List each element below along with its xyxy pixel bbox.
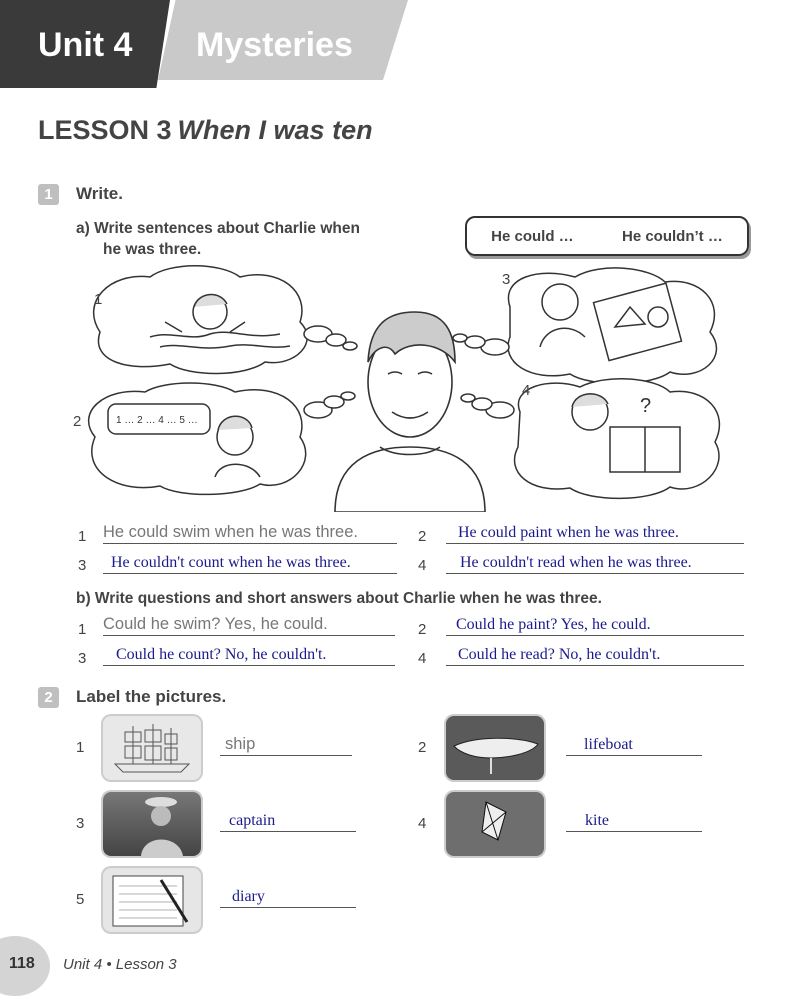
ship-picture	[103, 716, 201, 780]
part-a-answer-4: He couldn't read when he was three.	[460, 554, 692, 571]
kite-picture	[446, 792, 544, 856]
part-b-line-1[interactable]	[103, 615, 395, 636]
picture-number-4: 4	[522, 382, 531, 399]
part-a-line-1[interactable]	[103, 523, 397, 544]
picture-number-1: 1	[94, 291, 103, 308]
part-a-num-2: 2	[418, 528, 427, 545]
label-line-3[interactable]	[220, 811, 356, 832]
part-b-num-3: 3	[78, 650, 87, 667]
part-a-answer-3: He couldn't count when he was three.	[111, 554, 351, 571]
label-line-4[interactable]	[566, 811, 702, 832]
part-a-line-4[interactable]	[446, 553, 744, 574]
diary-icon	[103, 868, 201, 932]
footer-breadcrumb: Unit 4 • Lesson 3	[63, 956, 177, 973]
label-answer-3: captain	[229, 812, 276, 829]
picture-number-3: 3	[502, 271, 511, 288]
svg-text:?: ?	[640, 395, 652, 417]
part-a-line-2[interactable]	[446, 523, 744, 544]
exercise-1-title: Write.	[76, 184, 123, 203]
diary-picture	[103, 868, 201, 932]
ship-icon	[103, 716, 201, 780]
lesson-title: When I was ten	[177, 115, 373, 145]
label-answer-5: diary	[232, 888, 265, 905]
part-a-num-4: 4	[418, 557, 427, 574]
charlie-illustration	[70, 262, 730, 512]
unit-label: Unit 4	[38, 26, 133, 64]
label-answer-1: ship	[225, 735, 256, 753]
exercise-2-number: 2	[38, 687, 59, 708]
part-a-line-3[interactable]	[103, 553, 397, 574]
part-a-num-1: 1	[78, 528, 87, 545]
lesson-heading	[38, 115, 373, 146]
part-b-instruction: b) Write questions and short answers about Charlie when he was three.	[76, 590, 602, 607]
prompt-could: He could …	[491, 227, 574, 245]
part-b-num-1: 1	[78, 621, 87, 638]
part-a-answer-2: He could paint when he was three.	[458, 524, 679, 541]
lesson-label: LESSON 3	[38, 115, 172, 145]
page-number: 118	[9, 955, 35, 972]
part-a-instruction-line1: a) Write sentences about Charlie when	[76, 220, 360, 237]
prompt-couldnt: He couldn’t …	[621, 227, 723, 245]
prompt-box	[465, 216, 749, 256]
label-answer-4: kite	[585, 812, 609, 829]
label-num-1: 1	[76, 739, 85, 756]
label-answer-2: lifeboat	[584, 736, 633, 753]
part-a-num-3: 3	[78, 557, 87, 574]
part-b-line-3[interactable]	[103, 645, 395, 666]
label-line-2[interactable]	[566, 735, 702, 756]
lifeboat-icon	[446, 716, 544, 780]
picture-number-2: 2	[73, 413, 82, 430]
part-b-num-2: 2	[418, 621, 427, 638]
label-line-1[interactable]	[220, 735, 352, 756]
label-num-4: 4	[418, 815, 427, 832]
label-line-5[interactable]	[220, 887, 356, 908]
unit-name: Mysteries	[196, 26, 353, 64]
part-b-line-2[interactable]	[446, 615, 744, 636]
thought-cloud-2	[89, 383, 306, 494]
label-num-5: 5	[76, 891, 85, 908]
part-a-answer-1: He could swim when he was three.	[103, 523, 358, 541]
captain-picture	[103, 792, 201, 856]
part-b-answer-2: Could he paint? Yes, he could.	[456, 616, 651, 633]
part-b-answer-1: Could he swim? Yes, he could.	[103, 615, 328, 633]
part-b-line-4[interactable]	[446, 645, 744, 666]
captain-icon	[103, 792, 201, 856]
part-b-answer-3: Could he count? No, he couldn't.	[116, 646, 327, 663]
lifeboat-picture	[446, 716, 544, 780]
kite-icon	[446, 792, 544, 856]
bubble-counting-text: 1 … 2 … 4 … 5 …	[116, 415, 198, 426]
exercise-2-title: Label the pictures.	[76, 687, 227, 706]
part-b-answer-4: Could he read? No, he couldn't.	[458, 646, 661, 663]
label-num-2: 2	[418, 739, 427, 756]
label-num-3: 3	[76, 815, 85, 832]
exercise-1-number: 1	[38, 184, 59, 205]
part-a-instruction-line2: he was three.	[103, 241, 202, 258]
part-b-num-4: 4	[418, 650, 427, 667]
